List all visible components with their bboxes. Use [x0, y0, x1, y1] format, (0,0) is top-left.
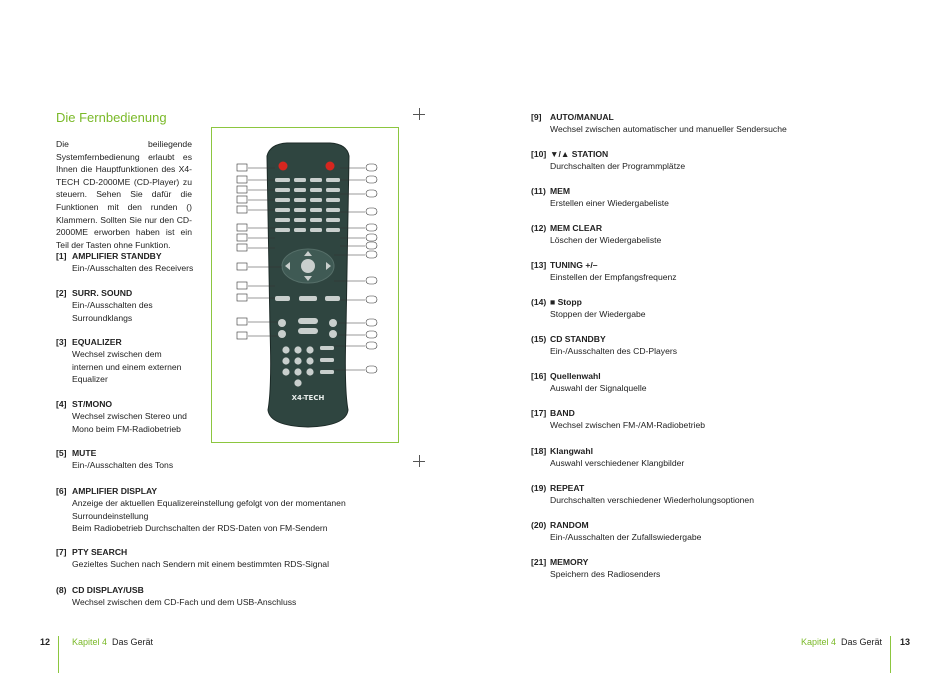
item-desc-line: Wechsel zwischen dem: [72, 349, 162, 360]
item-number: (15): [531, 334, 547, 344]
item-14: [531, 296, 911, 321]
page-number: 12: [40, 637, 51, 647]
item-10: [531, 148, 911, 173]
item-desc-line: Mono beim FM-Radiobetrieb: [72, 423, 181, 434]
chapter-label: Kapitel 4: [801, 637, 837, 647]
footer-divider: [890, 636, 891, 673]
item-8: [56, 584, 386, 609]
item-desc-line: Equalizer: [72, 374, 108, 385]
item-7: [56, 546, 386, 571]
item-title: RANDOM: [550, 520, 589, 530]
crop-mark: [413, 108, 425, 120]
item-11: [531, 185, 911, 210]
item-title: AUTO/MANUAL: [550, 112, 614, 122]
item-desc: Löschen der Wiedergabeliste: [550, 235, 662, 246]
item-number: [9]: [531, 112, 542, 122]
item-number: [1]: [56, 251, 67, 261]
crop-mark: [413, 455, 425, 467]
item-1: [56, 250, 196, 275]
item-number: (19): [531, 483, 547, 493]
item-title: CD DISPLAY/USB: [72, 585, 144, 595]
item-number: [7]: [56, 547, 67, 557]
remote-brand-logo: X4-TECH: [291, 394, 325, 402]
item-number: [10]: [531, 149, 547, 159]
item-19: [531, 482, 911, 507]
item-title: CD STANDBY: [550, 334, 606, 344]
item-title: REPEAT: [550, 483, 585, 493]
item-desc: Stoppen der Wiedergabe: [550, 309, 646, 320]
item-desc-line: Gezieltes Suchen nach Sendern mit einem bestimmten RDS-Signal: [72, 559, 329, 570]
item-title: Quellenwahl: [550, 371, 601, 381]
item-title: SURR. SOUND: [72, 288, 133, 298]
item-5: [56, 447, 356, 472]
item-title: BAND: [550, 408, 575, 418]
item-desc: Auswahl der Signalquelle: [550, 383, 647, 394]
item-title: MEMORY: [550, 557, 589, 567]
footer-right: [900, 636, 910, 648]
item-desc-line: Ein-/Ausschalten des Receivers: [72, 263, 194, 274]
item-desc: Ein-/Ausschalten des CD-Players: [550, 346, 678, 357]
item-title: MUTE: [72, 448, 97, 458]
item-desc-line: Anzeige der aktuellen Equalizereinstellung gefolgt von der momentanen: [72, 498, 346, 509]
item-title: Klangwahl: [550, 446, 593, 456]
item-desc-line: Surroundeinstellung: [72, 510, 149, 521]
footer-chapter-right: [801, 636, 882, 648]
item-number: (20): [531, 520, 547, 530]
item-number: [17]: [531, 408, 547, 418]
section-label: Das Gerät: [841, 637, 883, 647]
item-desc: Einstellen der Empfangsfrequenz: [550, 272, 677, 283]
item-9: [531, 111, 911, 136]
item-number: [5]: [56, 448, 67, 458]
item-title: MEM CLEAR: [550, 223, 603, 233]
item-title: ▼/▲ STATION: [550, 149, 609, 159]
item-4: [56, 398, 196, 435]
item-number: (11): [531, 186, 546, 196]
item-desc: Erstellen einer Wiedergabeliste: [550, 198, 669, 209]
item-number: (8): [56, 585, 67, 595]
right-page: [475, 0, 950, 673]
item-17: [531, 407, 911, 432]
item-desc: Durchschalten der Programmplätze: [550, 161, 686, 172]
item-title: ST/MONO: [72, 399, 113, 409]
item-number: [2]: [56, 288, 67, 298]
item-number: [16]: [531, 371, 547, 381]
item-desc: Wechsel zwischen automatischer und manueller Sendersuche: [550, 124, 787, 135]
item-title: ■ Stopp: [550, 297, 582, 307]
item-desc-line: internen und einem externen: [72, 361, 182, 372]
item-desc-line: Wechsel zwischen Stereo und: [72, 411, 187, 422]
item-title: EQUALIZER: [72, 337, 122, 347]
item-21: [531, 556, 911, 581]
item-12: [531, 222, 911, 247]
item-desc: Speichern des Radiosenders: [550, 569, 661, 580]
remote-control-illustration: [212, 128, 397, 441]
page-number: 13: [900, 637, 911, 647]
item-18: [531, 445, 911, 470]
item-number: [21]: [531, 557, 547, 567]
item-2: [56, 287, 196, 324]
item-title: MEM: [550, 186, 571, 196]
item-number: [6]: [56, 486, 67, 496]
item-15: [531, 333, 911, 358]
item-desc-line: Ein-/Ausschalten des: [72, 300, 153, 311]
section-label: Das Gerät: [112, 637, 154, 647]
item-desc-line: Ein-/Ausschalten des Tons: [72, 460, 174, 471]
item-desc-line: Beim Radiobetrieb Durchschalten der RDS-Daten von FM-Sendern: [72, 523, 328, 534]
item-desc: Wechsel zwischen FM-/AM-Radiobetrieb: [550, 420, 706, 431]
item-title: PTY SEARCH: [72, 547, 128, 557]
item-20: [531, 519, 911, 544]
item-desc: Ein-/Ausschalten der Zufallswiedergabe: [550, 532, 702, 543]
item-title: AMPLIFIER STANDBY: [72, 251, 162, 261]
item-title: TUNING +/–: [550, 260, 598, 270]
footer-divider: [58, 636, 59, 673]
item-number: (14): [531, 297, 547, 307]
item-13: [531, 259, 911, 284]
chapter-label: Kapitel 4: [72, 637, 108, 647]
item-desc-line: Surroundklangs: [72, 312, 133, 323]
item-3: [56, 336, 196, 386]
footer-chapter-left: [72, 636, 153, 648]
item-desc: Durchschalten verschiedener Wiederholungsoptionen: [550, 495, 754, 506]
remote-illustration-frame: [211, 127, 399, 443]
item-number: [3]: [56, 337, 67, 347]
item-number: [13]: [531, 260, 547, 270]
footer-left: [40, 636, 50, 648]
section-heading: Die Fernbedienung: [56, 110, 167, 125]
item-number: [4]: [56, 399, 67, 409]
item-6: [56, 485, 386, 535]
item-16: [531, 370, 911, 395]
item-number: (12): [531, 223, 547, 233]
intro-paragraph: Die beiliegende Systemfernbedienung erlaubt es Ihnen die Hauptfunktionen des X4-TECH CD-2000ME (CD-Player) zu steuern. Sehen Sie dafür die Funktionen mit den runden () Klammern. Sollten Sie nur den CD-2000ME erworben haben ist ein Teil der Tasten ohne Funktion.: [56, 139, 192, 250]
item-desc-line: Wechsel zwischen dem CD-Fach und dem USB-Anschluss: [72, 597, 297, 608]
item-desc: Auswahl verschiedener Klangbilder: [550, 458, 685, 469]
item-title: AMPLIFIER DISPLAY: [72, 486, 158, 496]
item-number: [18]: [531, 446, 547, 456]
